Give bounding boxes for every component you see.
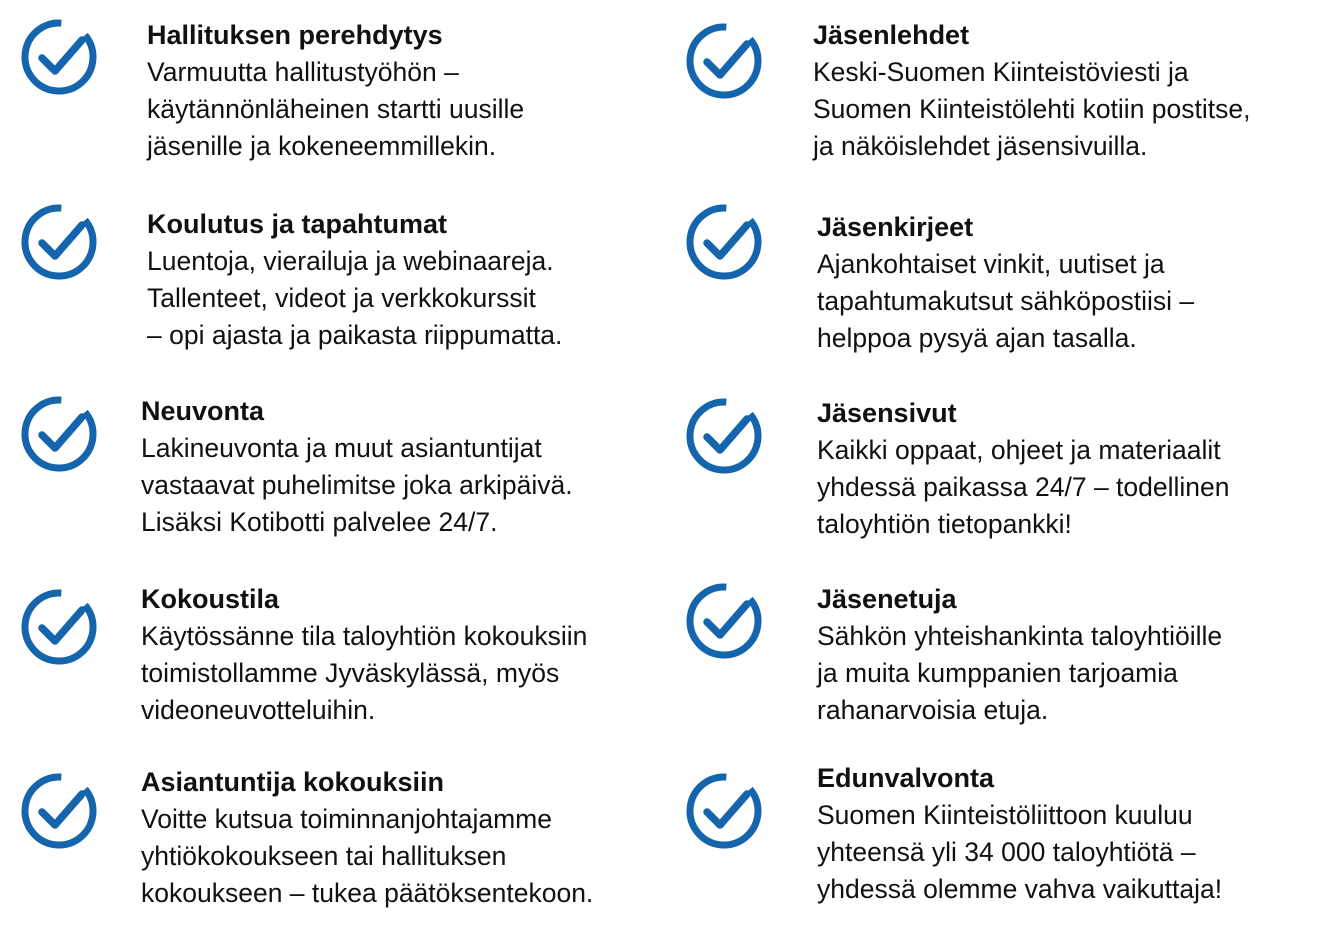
benefit-line: kokoukseen – tukea päätöksentekoon.	[141, 878, 594, 908]
check-circle-icon	[20, 395, 98, 473]
benefit-line: Tallenteet, videot ja verkkokurssit	[147, 283, 536, 313]
check-circle-icon	[20, 203, 98, 281]
benefit-line: yhteensä yli 34 000 taloyhtiötä –	[817, 837, 1196, 867]
benefit-title: Jäsenkirjeet	[817, 212, 974, 242]
benefit-title: Jäsensivut	[817, 398, 957, 428]
benefit-title: Koulutus ja tapahtumat	[147, 209, 448, 239]
check-circle-icon	[685, 397, 763, 475]
benefit-title: Edunvalvonta	[817, 763, 995, 793]
benefit-line: Kaikki oppaat, ohjeet ja materiaalit	[817, 435, 1221, 465]
benefit-line: vastaavat puhelimitse joka arkipäivä.	[141, 470, 573, 500]
benefit-title: Kokoustila	[141, 584, 280, 614]
benefit-title: Hallituksen perehdytys	[147, 20, 443, 50]
check-circle-icon	[685, 582, 763, 660]
benefit-line: Varmuutta hallitustyöhön –	[147, 57, 459, 87]
benefit-line: Suomen Kiinteistölehti kotiin postitse,	[813, 94, 1251, 124]
benefit-line: Käytössänne tila taloyhtiön kokouksiin	[141, 621, 588, 651]
benefit-line: yhdessä olemme vahva vaikuttaja!	[817, 874, 1223, 904]
benefit-title: Asiantuntija kokouksiin	[141, 767, 445, 797]
benefit-line: Lakineuvonta ja muut asiantuntijat	[141, 433, 542, 463]
check-circle-icon	[685, 203, 763, 281]
benefit-line: Luentoja, vierailuja ja webinaareja.	[147, 246, 554, 276]
benefit-line: yhdessä paikassa 24/7 – todellinen	[817, 472, 1230, 502]
benefit-title: Jäsenlehdet	[813, 20, 970, 50]
benefit-line: tapahtumakutsut sähköpostiisi –	[817, 286, 1195, 316]
benefit-line: helppoa pysyä ajan tasalla.	[817, 323, 1137, 353]
benefit-line: videoneuvotteluihin.	[141, 695, 376, 725]
check-circle-icon	[20, 18, 98, 96]
benefit-line: yhtiökokoukseen tai hallituksen	[141, 841, 507, 871]
benefit-line: ja muita kumppanien tarjoamia	[817, 658, 1178, 688]
benefit-line: Keski-Suomen Kiinteistöviesti ja	[813, 57, 1189, 87]
benefit-line: jäsenille ja kokeneemmillekin.	[147, 131, 497, 161]
benefit-line: Ajankohtaiset vinkit, uutiset ja	[817, 249, 1165, 279]
benefit-line: taloyhtiön tietopankki!	[817, 509, 1072, 539]
benefit-line: rahanarvoisia etuja.	[817, 695, 1049, 725]
benefit-line: käytännönläheinen startti uusille	[147, 94, 525, 124]
benefit-line: – opi ajasta ja paikasta riippumatta.	[147, 320, 563, 350]
benefit-line: Lisäksi Kotibotti palvelee 24/7.	[141, 507, 498, 537]
benefit-line: ja näköislehdet jäsensivuilla.	[813, 131, 1148, 161]
check-circle-icon	[685, 22, 763, 100]
benefit-title: Jäsenetuja	[817, 584, 957, 614]
benefit-line: Voitte kutsua toiminnanjohtajamme	[141, 804, 552, 834]
check-circle-icon	[685, 772, 763, 850]
benefit-title: Neuvonta	[141, 396, 265, 426]
benefit-line: toimistollamme Jyväskylässä, myös	[141, 658, 560, 688]
check-circle-icon	[20, 772, 98, 850]
check-circle-icon	[20, 588, 98, 666]
benefit-line: Suomen Kiinteistöliittoon kuuluu	[817, 800, 1193, 830]
benefit-line: Sähkön yhteishankinta taloyhtiöille	[817, 621, 1223, 651]
